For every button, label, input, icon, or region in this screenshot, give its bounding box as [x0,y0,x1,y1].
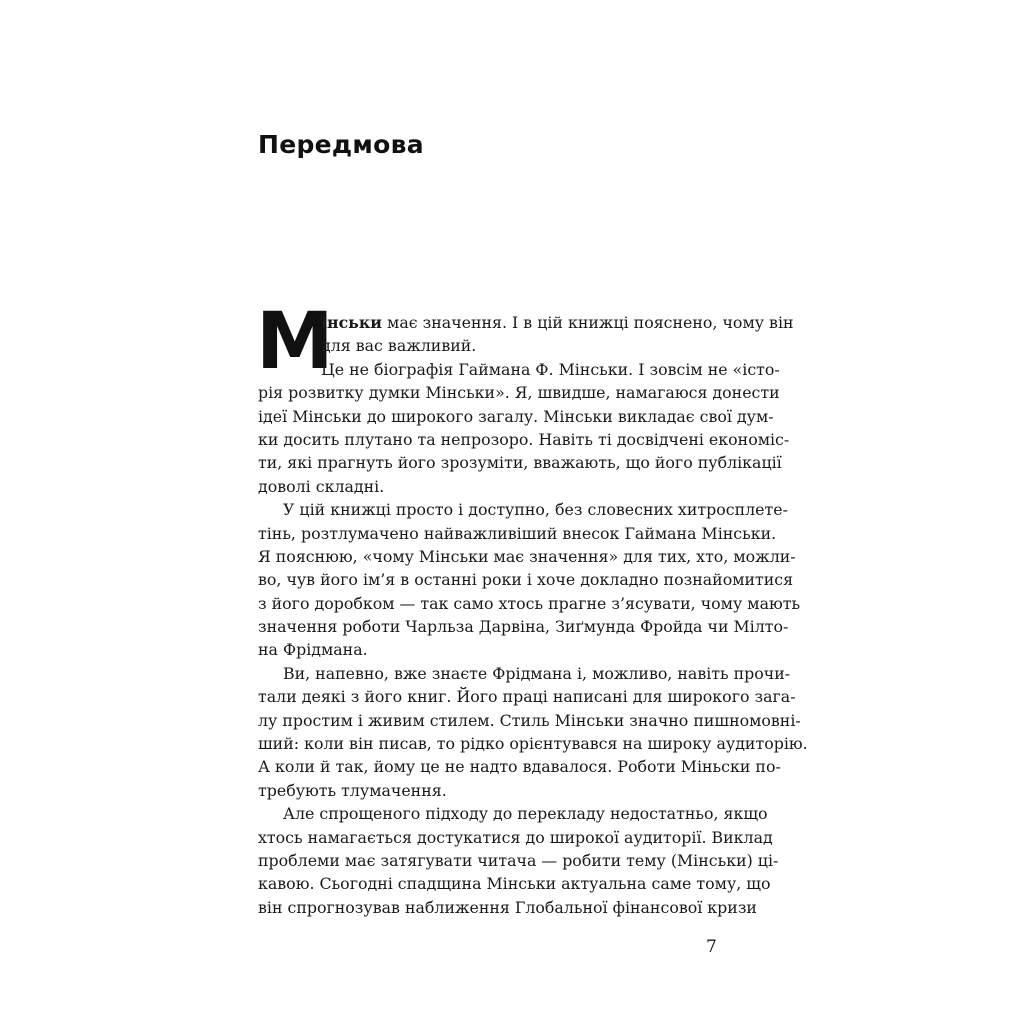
text-line-15: на Фрідмана. [258,640,368,660]
body-text [258,311,808,919]
text-line-26: він спрогнозував наближення Глобальної фінансової кризи [258,897,757,917]
text-line-16: Ви, напевно, вже знаєте Фрідмана і, можливо, навіть прочи- [283,663,791,683]
text-line-13: з його доробком — так само хтось прагне з’ясувати, чому мають [258,593,801,613]
text-line-7: ти, які прагнуть його зрозуміти, вважають, що його публікації [258,453,782,473]
page-number: 7 [706,937,717,957]
text-line-21: требують тлумачення. [258,780,447,800]
text-line-9: У цій книжці просто і доступно, без словесних хитросплете- [283,500,788,520]
text-line-22: Але спрощеного підходу до перекладу недостатньо, якщо [283,804,768,824]
text-line-24: проблеми має затягувати читача — робити тему (Мінськи) ці- [258,850,779,870]
text-line-20: А коли й так, йому це не надто вдавалося. Роботи Міньски по- [258,757,781,777]
lead-word: інськи [321,313,383,332]
drop-cap: М [256,297,334,387]
chapter-title: Передмова [258,130,424,159]
text-line-14: значення роботи Чарльза Дарвіна, Зиґмунда Фройда чи Мілто- [258,617,789,637]
text-line-19: ший: коли він писав, то рідко орієнтувався на широку аудиторію. [258,734,808,754]
text-line-18: лу простим і живим стилем. Стиль Мінськи значно пишномовні- [258,710,801,730]
text-line-2: для вас важливий. [321,336,477,356]
text-line-12: во, чув його ім’я в останні роки і хоче докладно познайомитися [258,570,794,590]
text-line-23: хтось намагається достукатися до широкої аудиторії. Виклад [258,827,773,847]
text-line-3: Це не біографія Гаймана Ф. Мінськи. І зовсім не «істо- [321,359,780,379]
text-line-1: інськи має значення. І в цій книжці пояснено, чому він [321,313,794,332]
text-line-25: кавою. Сьогодні спадщина Мінськи актуальна саме тому, що [258,874,771,894]
text-line-6: ки досить плутано та непрозоро. Навіть ті досвідчені економіс- [258,429,790,449]
text-line-17: тали деякі з його книг. Його праці написані для широкого зага- [258,687,796,707]
text-line-10: тінь, розтлумачено найважливіший внесок Гаймана Мінськи. [258,523,777,543]
text-line-4: рія розвитку думки Мінськи». Я, швидше, намагаюся донести [258,383,780,403]
text-line-5: ідеї Мінськи до широкого загалу. Мінськи викладає свої дум- [258,406,774,426]
text-line-8: доволі складні. [258,476,385,496]
text-line-11: Я пояснюю, «чому Мінськи має значення» для тих, хто, можли- [258,546,796,566]
